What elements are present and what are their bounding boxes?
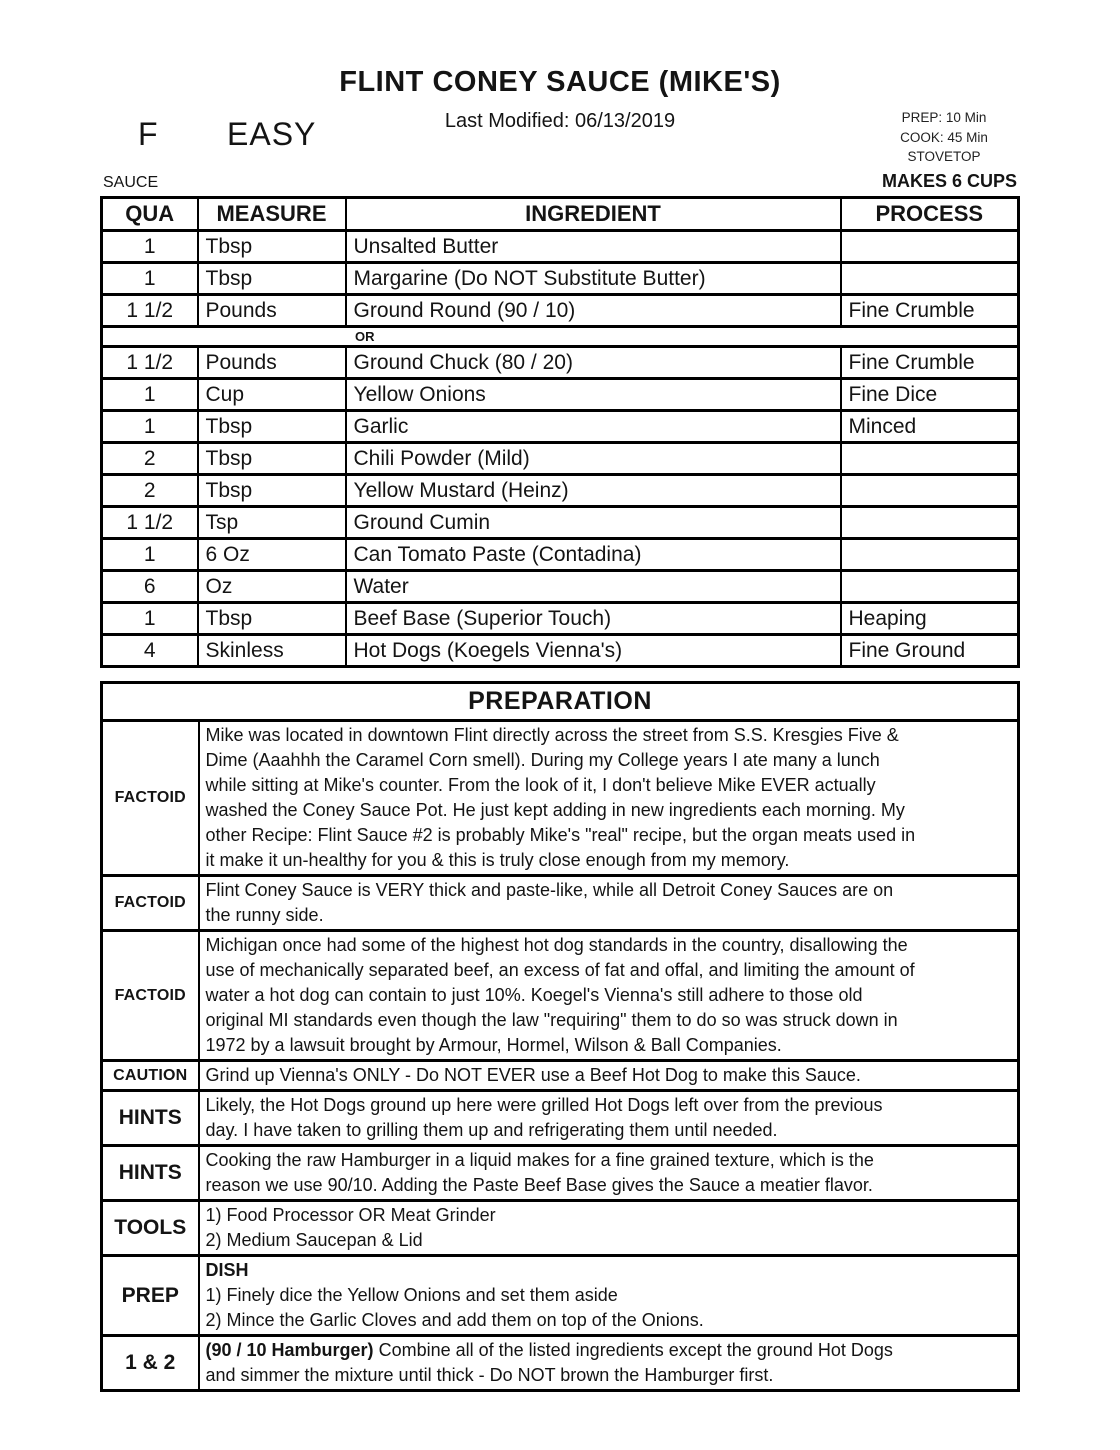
text-line: 1972 by a lawsuit brought by Armour, Hormel, Wilson & Ball Companies.	[205, 1035, 782, 1055]
qua-cell: 1 1/2	[102, 295, 198, 327]
ingredient-cell: Can Tomato Paste (Contadina)	[346, 539, 841, 571]
measure-cell: Tbsp	[198, 263, 346, 295]
prep-row-content	[199, 1336, 1019, 1391]
text-line: original MI standards even though the law "requiring" them to do so was struck down in	[205, 1010, 898, 1030]
ingredient-row	[102, 603, 1019, 635]
text-line: reason we use 90/10. Adding the Paste Beef Base gives the Sauce a meatier flavor.	[205, 1175, 873, 1195]
category-label: SAUCE	[103, 174, 159, 191]
cook-method: STOVETOP	[907, 149, 981, 164]
ingredient-cell: Ground Round (90 / 10)	[346, 295, 841, 327]
column-header-process: PROCESS	[841, 198, 1019, 231]
prep-row-content	[199, 931, 1019, 1061]
prep-row	[102, 721, 1019, 876]
qua-cell: 1	[102, 231, 198, 263]
ingredient-row	[102, 635, 1019, 667]
qua-cell: 1 1/2	[102, 507, 198, 539]
prep-row-content	[199, 1256, 1019, 1336]
prep-row	[102, 1146, 1019, 1201]
text-line: 2) Mince the Garlic Cloves and add them on top of the Onions.	[205, 1310, 704, 1330]
or-divider: OR	[102, 327, 1019, 347]
measure-cell: 6 Oz	[198, 539, 346, 571]
prep-row	[102, 1256, 1019, 1336]
process-cell: Fine Dice	[841, 379, 1019, 411]
time-info	[858, 108, 1030, 167]
preparation-header-row	[102, 683, 1019, 721]
qua-cell: 1 1/2	[102, 347, 198, 379]
process-cell	[841, 231, 1019, 263]
text-line: the runny side.	[205, 905, 324, 925]
measure-cell: Pounds	[198, 347, 346, 379]
ingredient-cell: Hot Dogs (Koegels Vienna's)	[346, 635, 841, 667]
qua-cell: 1	[102, 539, 198, 571]
text-line: Grind up Vienna's ONLY - Do NOT EVER use a Beef Hot Dog to make this Sauce.	[205, 1065, 861, 1085]
prep-row	[102, 1201, 1019, 1256]
ingredient-row	[102, 411, 1019, 443]
ingredient-row	[102, 475, 1019, 507]
prep-row-label: PREP	[102, 1256, 199, 1336]
ingredient-row	[102, 571, 1019, 603]
qua-cell: 1	[102, 603, 198, 635]
ingredient-cell: Ground Cumin	[346, 507, 841, 539]
ingredients-header-row	[102, 198, 1019, 231]
cook-time: COOK: 45 Min	[900, 129, 988, 145]
process-cell: Minced	[841, 411, 1019, 443]
measure-cell: Oz	[198, 571, 346, 603]
prep-time: PREP: 10 Min	[901, 110, 987, 125]
text-line: Dime (Aaahhh the Caramel Corn smell). During my College years I ate many a lunch	[205, 750, 880, 770]
ingredient-cell: Water	[346, 571, 841, 603]
prep-row-label: TOOLS	[102, 1201, 199, 1256]
qua-cell: 4	[102, 635, 198, 667]
recipe-letter: F	[138, 116, 158, 152]
text-line: Michigan once had some of the highest hot dog standards in the country, disallowing the	[205, 935, 908, 955]
process-cell	[841, 539, 1019, 571]
text-line: Mike was located in downtown Flint directly across the street from S.S. Kresgies Five &	[205, 725, 899, 745]
measure-cell: Tsp	[198, 507, 346, 539]
prep-row	[102, 931, 1019, 1061]
ingredient-cell: Beef Base (Superior Touch)	[346, 603, 841, 635]
measure-cell: Tbsp	[198, 475, 346, 507]
process-cell	[841, 443, 1019, 475]
qua-cell: 6	[102, 571, 198, 603]
text-line: (90 / 10 Hamburger) Combine all of the listed ingredients except the ground Hot Dogs	[205, 1340, 893, 1360]
text-line: washed the Coney Sauce Pot. He just kept adding in new ingredients each morning. My	[205, 800, 905, 820]
text-line: while sitting at Mike's counter. From the look of it, I don't believe Mike EVER actually	[205, 775, 876, 795]
text-line: day. I have taken to grilling them up and refrigerating them until needed.	[205, 1120, 778, 1140]
recipe-title: FLINT CONEY SAUCE (MIKE'S)	[339, 66, 781, 98]
ingredient-cell: Yellow Mustard (Heinz)	[346, 475, 841, 507]
qua-cell: 2	[102, 443, 198, 475]
process-cell	[841, 507, 1019, 539]
text-line: other Recipe: Flint Sauce #2 is probably Mike's "real" recipe, but the organ meats used in	[205, 825, 916, 845]
measure-cell: Cup	[198, 379, 346, 411]
column-header-qua: QUA	[102, 198, 198, 231]
prep-row-label: FACTOID	[102, 721, 199, 876]
ingredient-cell: Ground Chuck (80 / 20)	[346, 347, 841, 379]
ingredients-table	[100, 196, 1020, 668]
text-line: 1) Food Processor OR Meat Grinder	[205, 1205, 496, 1225]
text-line: 2) Medium Saucepan & Lid	[205, 1230, 423, 1250]
process-cell	[841, 263, 1019, 295]
measure-cell: Pounds	[198, 295, 346, 327]
prep-row-content	[199, 1091, 1019, 1146]
qua-cell: 1	[102, 379, 198, 411]
process-cell: Fine Crumble	[841, 295, 1019, 327]
qua-cell: 1	[102, 263, 198, 295]
qua-cell: 1	[102, 411, 198, 443]
ingredient-row	[102, 295, 1019, 327]
ingredient-row	[102, 539, 1019, 571]
ingredient-cell: Unsalted Butter	[346, 231, 841, 263]
prep-row-content	[199, 1201, 1019, 1256]
prep-row-label: 1 & 2	[102, 1336, 199, 1391]
column-header-measure: MEASURE	[198, 198, 346, 231]
preparation-table	[100, 681, 1020, 1392]
prep-row-content	[199, 876, 1019, 931]
ingredient-row	[102, 443, 1019, 475]
qua-cell: 2	[102, 475, 198, 507]
measure-cell: Tbsp	[198, 231, 346, 263]
measure-cell: Skinless	[198, 635, 346, 667]
prep-row	[102, 876, 1019, 931]
prep-row-label: HINTS	[102, 1146, 199, 1201]
ingredient-cell: Chili Powder (Mild)	[346, 443, 841, 475]
process-cell: Fine Ground	[841, 635, 1019, 667]
process-cell	[841, 475, 1019, 507]
text-line: use of mechanically separated beef, an excess of fat and offal, and limiting the amount of	[205, 960, 915, 980]
ingredient-cell: Garlic	[346, 411, 841, 443]
prep-row	[102, 1336, 1019, 1391]
measure-cell: Tbsp	[198, 443, 346, 475]
text-line: Cooking the raw Hamburger in a liquid makes for a fine grained texture, which is the	[205, 1150, 874, 1170]
text-line: it make it un-healthy for you & this is truly close enough from my memory.	[205, 850, 790, 870]
ingredient-divider-row	[102, 327, 1019, 347]
ingredient-cell: Yellow Onions	[346, 379, 841, 411]
column-header-ingredient: INGREDIENT	[346, 198, 841, 231]
measure-cell: Tbsp	[198, 411, 346, 443]
ingredient-row	[102, 379, 1019, 411]
text-line: and simmer the mixture until thick - Do NOT brown the Hamburger first.	[205, 1365, 774, 1385]
ingredient-row	[102, 347, 1019, 379]
prep-row	[102, 1061, 1019, 1091]
last-modified: Last Modified: 06/13/2019	[444, 110, 676, 132]
text-line: Flint Coney Sauce is VERY thick and paste-like, while all Detroit Coney Sauces are on	[205, 880, 894, 900]
preparation-title: PREPARATION	[102, 683, 1019, 721]
prep-row-content	[199, 1146, 1019, 1201]
ingredient-row	[102, 231, 1019, 263]
prep-row	[102, 1091, 1019, 1146]
text-line: DISH	[205, 1260, 249, 1280]
process-cell: Fine Crumble	[841, 347, 1019, 379]
difficulty-label: EASY	[227, 116, 317, 152]
ingredient-row	[102, 263, 1019, 295]
process-cell: Heaping	[841, 603, 1019, 635]
ingredient-cell: Margarine (Do NOT Substitute Butter)	[346, 263, 841, 295]
prep-row-label: FACTOID	[102, 931, 199, 1061]
prep-row-label: CAUTION	[102, 1061, 199, 1091]
text-line: 1) Finely dice the Yellow Onions and set them aside	[205, 1285, 618, 1305]
prep-row-label: FACTOID	[102, 876, 199, 931]
prep-row-content	[199, 1061, 1019, 1091]
measure-cell: Tbsp	[198, 603, 346, 635]
text-line: Likely, the Hot Dogs ground up here were grilled Hot Dogs left over from the previous	[205, 1095, 883, 1115]
ingredient-row	[102, 507, 1019, 539]
process-cell	[841, 571, 1019, 603]
prep-row-label: HINTS	[102, 1091, 199, 1146]
yield-label: MAKES 6 CUPS	[881, 171, 1017, 191]
prep-row-content	[199, 721, 1019, 876]
text-line: water a hot dog can contain to just 10%. Koegel's Vienna's still adhere to those old	[205, 985, 863, 1005]
